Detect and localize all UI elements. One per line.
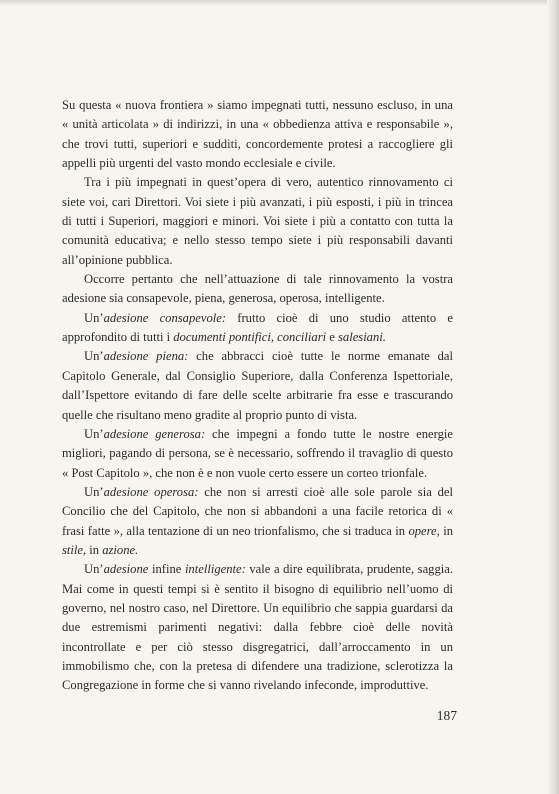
paragraph-5: Un’adesione piena: che abbracci cioè tutte le norme emanate dal Capitolo Generale, dal Consiglio Superiore, dalla Conferenza Ispettoriale, dall’Ispettore evitando di fare delle scelte arbitrarie fra esse e trascurando quelle che risultano meno gradite al proprio punto di vista. bbox=[62, 349, 453, 422]
paragraph-1: Su questa « nuova frontiera » siamo impegnati tutti, nessuno escluso, in una « unità articolata » di indirizzi, in una « obbedienza attiva e responsabile », che trovi tutti, superiori e sudditi, concordemente protesi a raccogliere gli appelli più urgenti del vasto mondo ecclesiale e civile. bbox=[62, 98, 453, 171]
paragraph-3: Occorre pertanto che nell’attuazione di tale rinnovamento la vostra adesione sia consapevole, piena, generosa, operosa, intelligente. bbox=[62, 272, 453, 306]
paragraph-6: Un’adesione generosa: che impegni a fondo tutte le nostre energie migliori, pagando di persona, se è necessario, soffrendo il travaglio di questo « Post Capitolo », che non è e non vuole certo essere un corteo trionfale. bbox=[62, 426, 453, 480]
body-text bbox=[62, 96, 453, 696]
page-number: 187 bbox=[436, 708, 457, 723]
paragraph-8: Un’adesione infine intelligente: vale a dire equilibrata, prudente, saggia. Mai come in questi tempi si è sentito il bisogno di equilibrio nell’uomo di governo, nel nostro caso, nel Direttore. Un equilibrio che sappia guardarsi da due estremismi parimenti negativi: dalla febbre cioè delle novità incontrollate e per ciò stesso disgregatrici, dall’arroccamento in un immobilismo che, con la pretesa di difendere una tradizione, sclerotizza la Congregazione in forme che si vanno rivelando infeconde, improduttive. bbox=[62, 562, 453, 693]
page-right-edge bbox=[547, 0, 559, 794]
paragraph-7: Un’adesione operosa: che non si arresti cioè alle sole parole sia del Concilio che del Capitolo, che non si abbandoni a una facile retorica di « frasi fatte », alla tentazione di un neo trionfalismo, che si traduca in opere, in stile, in azione. bbox=[62, 484, 454, 557]
page-top-shadow bbox=[0, 0, 559, 6]
paragraph-2: Tra i più impegnati in quest’opera di vero, autentico rinnovamento ci siete voi, cari Direttori. Voi siete i più avanzati, i più esposti, i più in trincea di tutti i Superiori, maggiori e minori. Voi siete i più a contatto con tutta la comunità educativa; e nello stesso tempo siete i più responsabili davanti all’opinione pubblica. bbox=[62, 175, 453, 267]
paragraph-4: Un’adesione consapevole: frutto cioè di uno studio attento e approfondito di tutti i documenti pontifici, conciliari e salesiani. bbox=[62, 310, 453, 345]
